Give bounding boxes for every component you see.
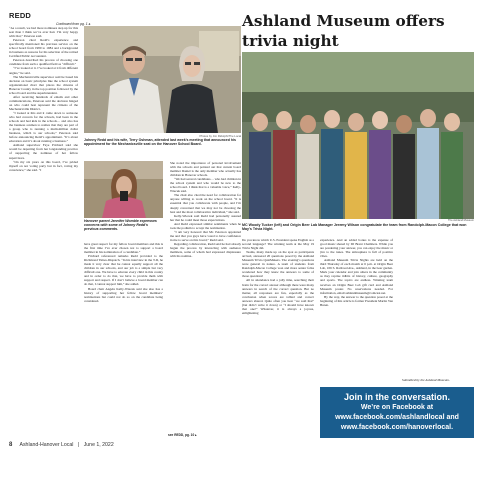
photo-credit: Photos by Jim Ridolphi/The Local xyxy=(199,134,241,138)
photo-womble xyxy=(84,161,163,218)
paragraph: “On my six years on this board, I’ve prided myself on not voting party but in fact, voting my conscience,” she said. “I xyxy=(9,159,78,172)
paragraph: Board chair Angela Kelly-Wiecek said she also has a history of supporting her fellow board members’ nominations but could not do so on the candidate being considered. xyxy=(84,286,163,303)
paragraph: Ashland Museum Trivia Nights are held on the third Thursday of each month at 6 p.m. at Origin Beer Lab, 106 S. Railroad Ave., Ashland, in the beer garden. Mark your calendar and join others in the community as they reprise tidbits of history, culture, geography and sports. The topics are endless. Winning team receives an Origin Beer Lab gift card and Ashland Museum poster. No reservations needed. For information, email ashlandmuseum@comcast.net. xyxy=(320,258,393,295)
page-number: 8 xyxy=(9,442,13,448)
continued-from-note: Continued from pg. 1 ▸ xyxy=(56,22,91,26)
paragraph: By the way, the answer to the question posed at the beginning of this article is former President Martin Van Buren. xyxy=(320,294,393,307)
photo-caption: Hanover parent Jennifer Womble expresses concerns with some of Johnny Redd’s previous comments. xyxy=(84,219,157,232)
paragraph: And Redd expressed similar sentiments when he took the podium to accept the nomination. xyxy=(170,221,241,230)
paragraph: Do you know which U.S. President spoke English as a second language? The winning team at the May 19 Trivia Night did. xyxy=(242,238,314,251)
paragraph: All in attendance had a jolly time, searching their brain for the correct answer although there were many answers in search of the correct question. But no matter, all responses are fun, especially as the conclusion when scores are tallied and correct answers shared. Quite often you hear “we said that” (but didn’t write it down) or “I should have known that one!” Whatever, it is always a joyous, enlightening xyxy=(242,278,314,315)
paragraph: Prichard referenced remarks Redd provided to the Richmond Times-Dispatch. “In his interview in the T-D, he made it very clear that he cannot equally support all the children in our schools, and our job is a simple but very difficult one. We have to educate every child in this county and in order to do that, we have to provide them with support and respect. If I don’t believe a board member can do that, I cannot support him,” she added. xyxy=(84,254,163,287)
article-kicker: REDD xyxy=(9,11,32,20)
paragraph: The Mechanicsville supervisor said he based his decision on basic principles like the school system organizational chart that places the citizens of Hanover County in the top position followed by the school board and the superintendent. xyxy=(9,74,78,95)
footer-separator: | xyxy=(77,442,80,448)
paragraph: She noted the importance of personal involvement with the schools and pointed out that current board member Daniel is the only member who actually has children in Hanover schools. xyxy=(170,161,241,178)
article-column-c xyxy=(170,161,241,431)
headline-line: Ashland Museum offers trivia night xyxy=(242,12,445,50)
promo-link-ashland[interactable]: www.facebook.com/ashlandlocal and xyxy=(335,414,459,421)
promo-line: We’re on Facebook at xyxy=(360,404,434,411)
paragraph: “I’ve looked at it. I’ve looked at it from different angles,” he said. xyxy=(9,66,78,75)
paragraph: After receiving hundreds of emails and other communications, Peterson said the decision hinged on who could best represent the citizens of the Mechanicsville District. xyxy=(9,94,78,111)
paragraph: “I looked at this and it came down to someone who had concern for the schools, had been in the schools and had kids in the schools… and also has the business acumen to realize that they are part of a group who is running a multi-million dollar business, which is our schools,” Peterson said before announcing Redd’s appointment. “It’s about education and it’s about running a business.” xyxy=(9,110,78,144)
photo-trivia-winners xyxy=(242,52,474,219)
paragraph: Ashland supervisor Faye Prichard said she would be departing from her longstanding practice of supporting the nominee of her fellow supervisors. xyxy=(9,143,78,160)
photo-caption: MC Woody Tucker (left) and Origin Beer Lab Manager Jeremy Wilson congratulate the team from Randolph-Macon College that won May’s Trivia Night. xyxy=(242,223,467,232)
paragraph: The chair also cited the need for collaboration for anyone willing to work on the school board. “It is essential that you collaborate with people, and I’m deeply concerned that we may not be choosing the best and the most collaborative individual,” she said. xyxy=(170,193,241,214)
promo-line: Join in the conversation. xyxy=(343,392,451,402)
paragraph: Peterson cited Redd’s experience and specifically mentioned his previous service on the school board from 1980 to 1984 and a background in business as reasons for his selection of the retired Certified Public Accountant. xyxy=(9,38,78,59)
paragraph: have great respect for my fellow board members and this is the first time I’ve ever chosen not to support a board member in his nomination of a candidate.” xyxy=(84,242,163,255)
article-column-b xyxy=(84,242,163,412)
paragraph: experience. And an added bonus is the expense of good music shared by DJ Brent Chambers. While you are pondering your answer, you can enjoy the music or jive to the tunes. The atmosphere is full of positive vibes. xyxy=(320,238,393,259)
paragraph: “I am very honored that Mr. Peterson appointed me and that you guys have voted to have confidence in me to serve on this board,” Redd said. xyxy=(170,229,241,242)
photo-caption: Johnny Redd and his wife, Terry Oshman, attended last week’s meeting that announced his appointment for the Mechanicsville seat on the Hanover School Board. xyxy=(84,138,236,147)
paragraph: Teams, many made up on the spot as participants arrived, answered 20 questions posed by the Ashland Museum Trivia QuizMakers. The evening’s questions were general in nature. A team of students from Randolph-Macon College won and more senior folks wondered how they knew the answers to some of those questions! xyxy=(242,250,314,279)
paragraph: Kelly-Wiecek said Redd had personally assured her that he could meet those expectations. xyxy=(170,213,241,222)
paragraph: “We had several candidates… who had children in the school system and who would be new to the school board. I think that is a valuable voice,” Kelly-Wiecek said. xyxy=(170,177,241,194)
photo-credit: The Ashland Museum xyxy=(448,219,474,222)
page-footer xyxy=(9,442,242,452)
jump-line: see REDD, pg. 10 ▸ xyxy=(168,433,197,437)
promo-link-hanover[interactable]: www.facebook.com/hanoverlocal. xyxy=(340,424,454,431)
issue-date: June 1, 2022 xyxy=(83,442,114,448)
article-signature: Submitted by the Ashland Museum. xyxy=(402,378,450,382)
article-column-d xyxy=(242,238,314,448)
photo-scene xyxy=(84,26,241,133)
paragraph: Peterson described his process of choosing one candidate from such a qualified field as “difficult.” xyxy=(9,58,78,67)
facebook-promo-box[interactable] xyxy=(320,387,474,438)
paragraph: “As a result, we had more nominees step up for this seat than I think we’ve ever had. I’m very happy with that,” Peterson said. xyxy=(9,26,78,39)
photo-scene xyxy=(84,161,163,218)
photo-redd-and-wife xyxy=(84,26,241,133)
publication-name: Ashland-Hanover Local xyxy=(19,442,74,448)
paragraph: Regarding collaboration, Redd said he had already begun the process by interacting with audience members, some of whom had expressed displeasure with his nomina- xyxy=(170,241,241,259)
photo-scene xyxy=(242,52,474,219)
article-column-a xyxy=(9,26,78,406)
